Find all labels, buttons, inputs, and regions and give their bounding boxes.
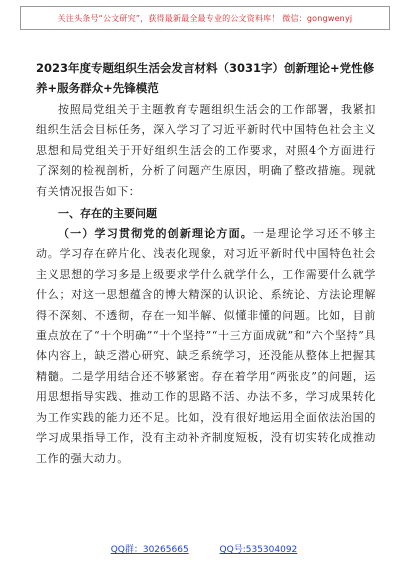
subsection-label: （一）学习贯彻党的创新理论方面。 bbox=[58, 227, 253, 241]
qq-number-link[interactable]: QQ号:535304092 bbox=[219, 545, 298, 555]
qq-group-link[interactable]: QQ群：30265665 bbox=[110, 545, 189, 555]
intro-paragraph: 按照局党组关于主题教育专题组织生活会的工作部署，我紧扣组织生活会目标任务，深入学习了习近平新时代中国特色社会主义思想和局党组关于开好组织生活会的工作要求，对照4个方面进行了深刻的检视剖析，分析了问题产生原因，明确了整改措施。现就有关情况报告如下： bbox=[36, 103, 376, 198]
section-heading: 一、存在的主要问题 bbox=[58, 207, 157, 221]
subsection-paragraph bbox=[36, 224, 376, 469]
subsection-body: 一是理论学习还不够主动。学习存在碎片化、浅表化现象，对习近平新时代中国特色社会主义思想的学习多是上级要求学什么就学什么，工作需要什么就学什么；对这一思想蕴含的博大精深的认识论、系统论、方法论理解得不深刻、不透彻，存在一知半解、似懂非懂的问题。比如，目前重点放在了“十个明确”“十个坚持”“十三方面成就”和“六个坚持”具体内容上，缺乏潜心研究、缺乏系统学习，还没能从整体上把握其精髓。二是学用结合还不够紧密。存在着学用“两张皮”的问题，运用思想指导实践、推动工作的思路不活、办法不多，学习成果转化为工作实践的能力还不足。比如，没有很好地运用全面依法治国的学习成果指导工作，没有主动补齐制度短板，没有切实转化成推动工作的强大动力。 bbox=[36, 227, 377, 465]
document-title: 2023年度专题组织生活会发言材料（3031字）创新理论+党性修养+服务群众+先锋模范 bbox=[36, 61, 375, 95]
footer-contacts bbox=[0, 542, 408, 555]
header-banner bbox=[20, 6, 390, 30]
banner-text: 关注头条号“公文研究”，获得最新最全最专业的公文资料库！ 微信：gongwenyj bbox=[57, 13, 353, 23]
document-body bbox=[36, 58, 376, 469]
